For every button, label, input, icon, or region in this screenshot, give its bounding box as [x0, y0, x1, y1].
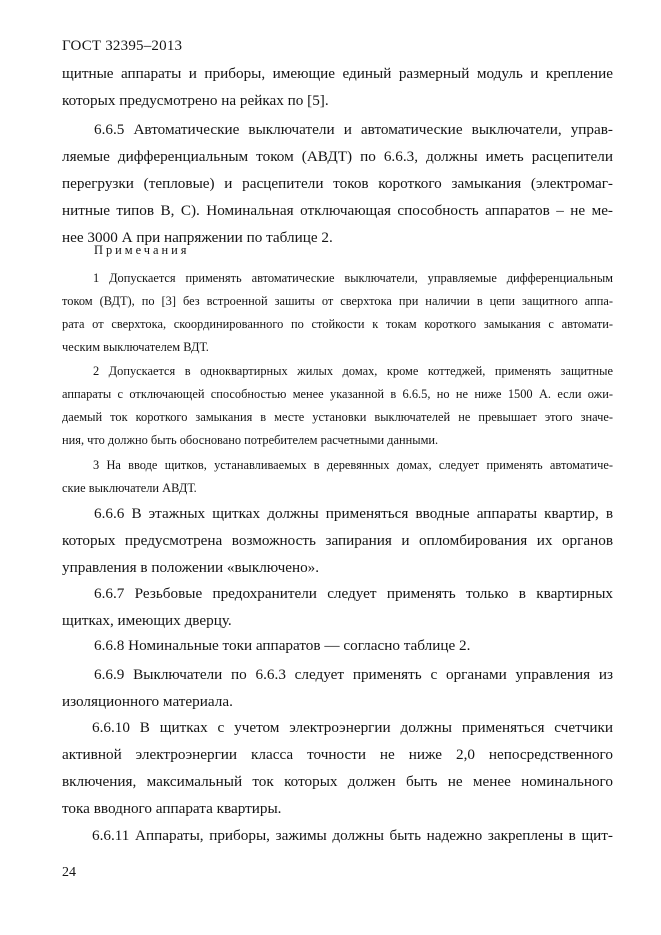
page-number: 24 — [62, 865, 76, 880]
text-line: управления в положении «выключено». — [62, 559, 320, 576]
text-line: включения, максимальный ток которых должен быть не менее номинального — [62, 773, 613, 790]
text-line: тока вводного аппарата квартиры. — [62, 800, 282, 817]
text-line: нее 3000 А при напряжении по таблице 2. — [62, 229, 333, 246]
paragraph-6-6-10 — [62, 714, 613, 822]
paragraph-6-6-9 — [62, 661, 613, 715]
paragraph-continuation — [62, 60, 613, 114]
note-1 — [62, 267, 613, 359]
note-line: током (ВДТ), по [3] без встроенной зашиты от сверхтока при наличии в цепи защитного аппа- — [62, 294, 613, 308]
note-line: даемый ток короткого замыкания в месте установки выключателей не превышает этого значе- — [62, 410, 613, 424]
text-line: которых предусмотрено на рейках по [5]. — [62, 92, 329, 109]
text-line: нитные типов В, С). Номинальная отключающая способность аппаратов – не ме- — [62, 202, 613, 219]
text-line: перегрузки (тепловые) и расцепители токов короткого замыкания (электромаг- — [62, 175, 613, 192]
document-header: ГОСТ 32395–2013 — [62, 38, 183, 54]
note-line: 3 На вводе щитков, устанавливаемых в деревянных домах, следует применять автоматиче- — [93, 458, 613, 472]
note-line: 1 Допускается применять автоматические выключатели, управляемые дифференциальным — [93, 271, 613, 285]
note-line: ческим выключателем ВДТ. — [62, 340, 209, 354]
text-line: 6.6.5 Автоматические выключатели и автоматические выключатели, управ- — [94, 121, 613, 138]
text-line: ляемые дифференциальным током (АВДТ) по 6.6.3, должны иметь расцепители — [62, 148, 613, 165]
text-line: 6.6.10 В щитках с учетом электроэнергии должны применяться счетчики — [92, 719, 613, 736]
note-line: рата от сверхтока, скоординированного по стойкости к токам короткого замыкания с автомати- — [62, 317, 613, 331]
text-line: 6.6.6 В этажных щитках должны применяться вводные аппараты квартир, в — [94, 505, 613, 522]
note-line: 2 Допускается в одноквартирных жилых домах, кроме коттеджей, применять защитные — [93, 364, 613, 378]
notes-heading: Примечания — [94, 243, 190, 257]
paragraph-6-6-8 — [62, 632, 613, 659]
paragraph-6-6-11 — [62, 822, 613, 849]
text-line: щитные аппараты и приборы, имеющие единый размерный модуль и крепление — [62, 65, 613, 82]
paragraph-6-6-5 — [62, 116, 613, 251]
paragraph-6-6-6 — [62, 500, 613, 581]
text-line: 6.6.7 Резьбовые предохранители следует применять только в квартирных — [94, 585, 613, 602]
text-line: которых предусмотрена возможность запирания и опломбирования их органов — [62, 532, 613, 549]
text-line: активной электроэнергии класса точности не ниже 2,0 непосредственного — [62, 746, 613, 763]
note-line: ские выключатели АВДТ. — [62, 481, 197, 495]
text-line: щитках, имеющих дверцу. — [62, 612, 232, 629]
note-2 — [62, 360, 613, 452]
paragraph-6-6-7 — [62, 580, 613, 634]
text-line: 6.6.8 Номинальные токи аппаратов — согласно таблице 2. — [94, 637, 471, 654]
text-line: 6.6.11 Аппараты, приборы, зажимы должны быть надежно закреплены в щит- — [92, 827, 613, 844]
text-line: изоляционного материала. — [62, 693, 233, 710]
note-line: ния, что должно быть обосновано потребителем расчетными данными. — [62, 433, 439, 447]
note-line: аппараты с отключающей способностью менее указанной в 6.6.5, но не ниже 1500 А. если ожи- — [62, 387, 613, 401]
text-line: 6.6.9 Выключатели по 6.6.3 следует применять с органами управления из — [94, 666, 613, 683]
note-3 — [62, 454, 613, 500]
